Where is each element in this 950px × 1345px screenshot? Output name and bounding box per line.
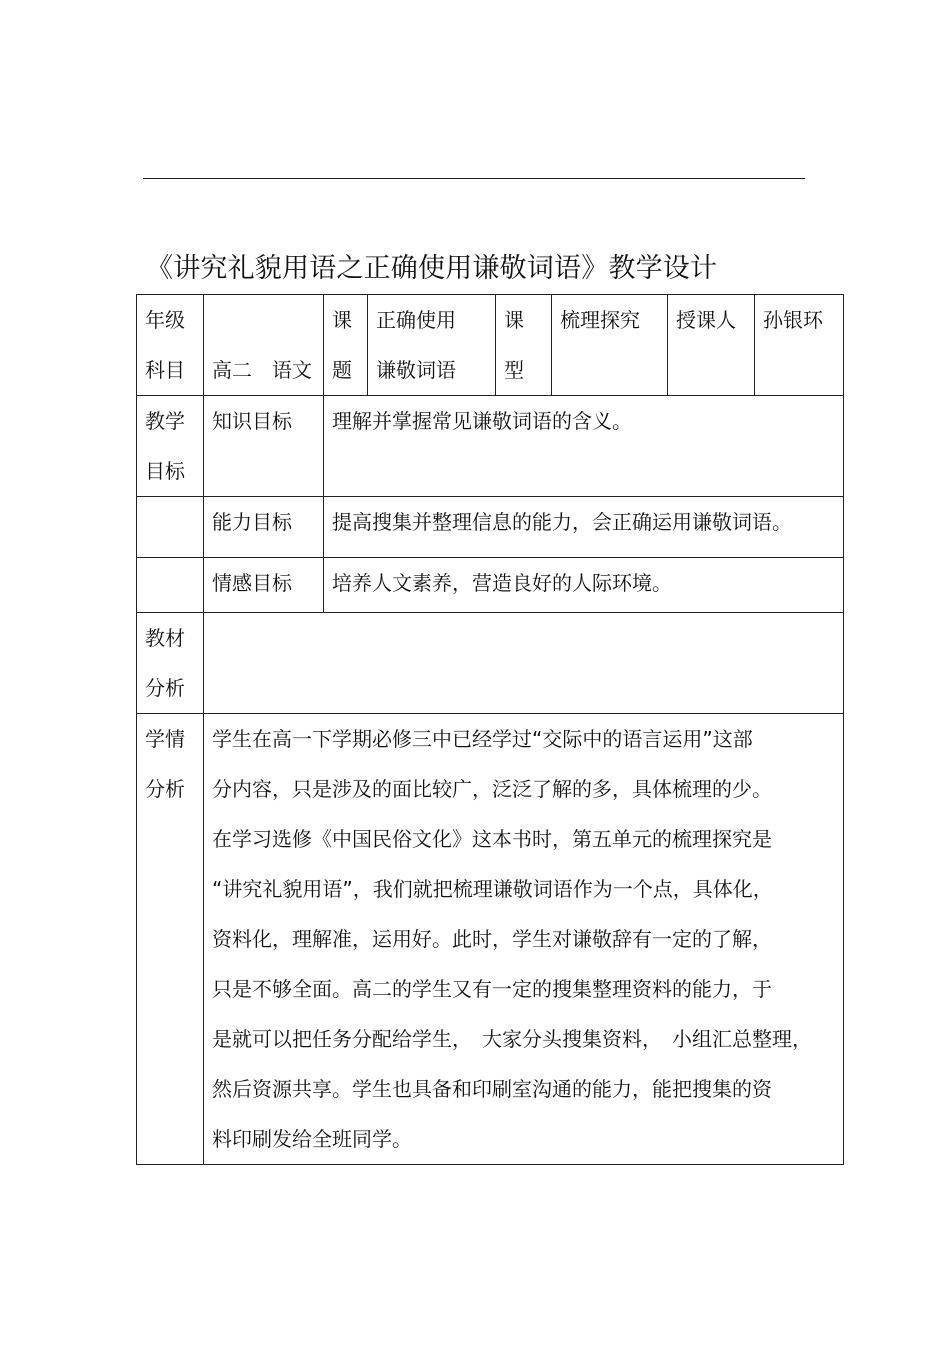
ability-objective-label: 能力目标 bbox=[204, 497, 324, 558]
student-analysis-row bbox=[137, 714, 844, 1165]
paragraph-line: 学生在高一下学期必修三中已经学过“交际中的语言运用”这部 bbox=[212, 727, 753, 751]
type-label: 课 型 bbox=[496, 295, 552, 396]
material-analysis-label: 教材 分析 bbox=[137, 613, 204, 714]
student-analysis-text bbox=[204, 714, 844, 1165]
ability-objective-text: 提高搜集并整理信息的能力，会正确运用谦敬词语。 bbox=[324, 497, 844, 558]
paragraph-line: 是就可以把任务分配给学生， 大家分头搜集资料， 小组汇总整理， bbox=[212, 1027, 812, 1051]
document-title: 《讲究礼貌用语之正确使用谦敬词语》教学设计 bbox=[146, 253, 718, 284]
header-rule bbox=[143, 178, 805, 179]
student-analysis-label: 学情 分析 bbox=[137, 714, 204, 1165]
empty-cell bbox=[137, 558, 204, 613]
paragraph-line: 只是不够全面。高二的学生又有一定的搜集整理资料的能力，于 bbox=[212, 977, 772, 1001]
emotion-objective-label: 情感目标 bbox=[204, 558, 324, 613]
grade-subject-value: 高二 语文 bbox=[204, 295, 324, 396]
paragraph-line: 资料化，理解准，运用好。此时，学生对谦敬辞有一定的了解， bbox=[212, 927, 772, 951]
info-row bbox=[137, 295, 844, 396]
topic-value: 正确使用 谦敬词语 bbox=[368, 295, 496, 396]
knowledge-objective-label: 知识目标 bbox=[204, 396, 324, 497]
objective-ability-row bbox=[137, 497, 844, 558]
topic-label: 课 题 bbox=[324, 295, 368, 396]
teacher-label: 授课人 bbox=[668, 295, 755, 396]
paragraph-line: “讲究礼貌用语”，我们就把梳理谦敬词语作为一个点，具体化， bbox=[212, 877, 773, 901]
knowledge-objective-text: 理解并掌握常见谦敬词语的含义。 bbox=[324, 396, 844, 497]
type-value: 梳理探究 bbox=[552, 295, 668, 396]
grade-subject-label: 年级 科目 bbox=[137, 295, 204, 396]
objective-knowledge-row bbox=[137, 396, 844, 497]
teacher-value: 孙银环 bbox=[755, 295, 844, 396]
lesson-plan-table bbox=[136, 294, 844, 1165]
paragraph-line: 在学习选修《中国民俗文化》这本书时，第五单元的梳理探究是 bbox=[212, 827, 772, 851]
emotion-objective-text: 培养人文素养，营造良好的人际环境。 bbox=[324, 558, 844, 613]
paragraph-line: 料印刷发给全班同学。 bbox=[212, 1127, 412, 1151]
objective-emotion-row bbox=[137, 558, 844, 613]
objectives-label: 教学 目标 bbox=[137, 396, 204, 497]
material-analysis-row bbox=[137, 613, 844, 714]
paragraph-line: 然后资源共享。学生也具备和印刷室沟通的能力，能把搜集的资 bbox=[212, 1077, 772, 1101]
material-analysis-text bbox=[204, 613, 844, 714]
empty-cell bbox=[137, 497, 204, 558]
paragraph-line: 分内容，只是涉及的面比较广，泛泛了解的多，具体梳理的少。 bbox=[212, 777, 772, 801]
